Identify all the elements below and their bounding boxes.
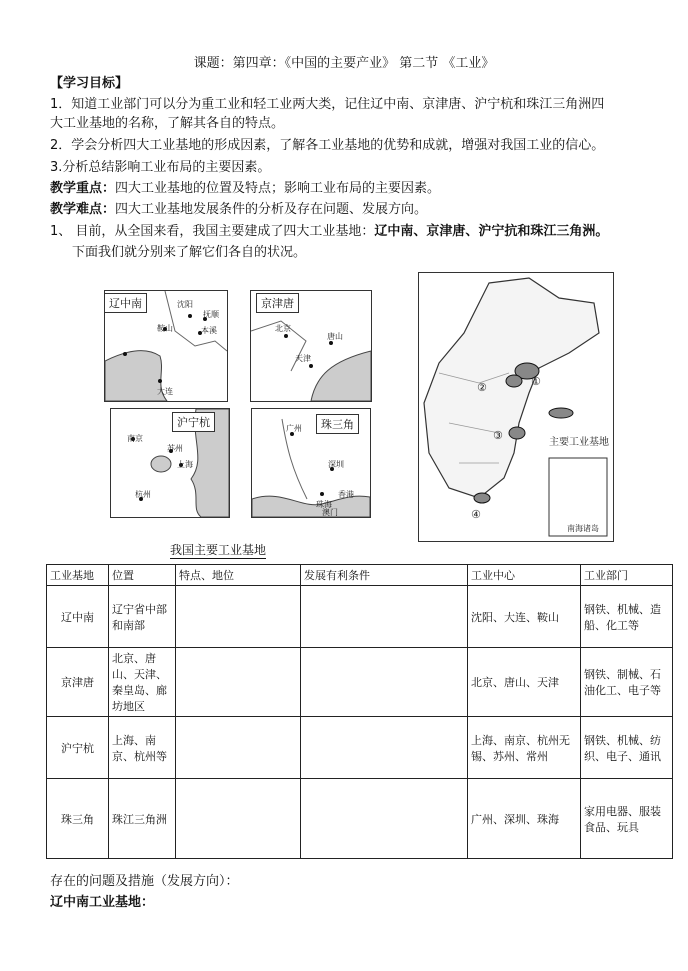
inset-label: 南海诸岛 xyxy=(567,524,599,533)
city-label: 深圳 xyxy=(328,460,344,469)
goal-line-2: 大工业基地的名称，了解其各自的特点。 xyxy=(50,116,285,131)
section-heading: 【学习目标】 xyxy=(50,76,129,91)
location-cell: 北京、唐山、天津、秦皇岛、廊坊地区 xyxy=(109,648,176,717)
marker-3: ③ xyxy=(493,429,503,442)
goal-line-4: 3.分析总结影响工业布局的主要因素。 xyxy=(50,160,271,175)
city-label: 珠海 xyxy=(316,500,332,509)
city-label: 抚顺 xyxy=(203,310,219,319)
city-label: 北京 xyxy=(275,324,291,333)
city-label: 鞍山 xyxy=(157,324,173,333)
legend-label: 主要工业基地 xyxy=(549,437,609,448)
city-label: 天津 xyxy=(295,354,311,363)
city-label: 本溪 xyxy=(201,326,217,335)
city-label: 杭州 xyxy=(135,490,151,499)
sectors-cell: 钢铁、制械、石油化工、电子等 xyxy=(581,648,673,717)
city-label: 澳门 xyxy=(322,508,338,517)
goal-line-1: 1．知道工业部门可以分为重工业和轻工业两大类，记住辽中南、京津唐、沪宁杭和珠江三角洲四 xyxy=(50,97,605,112)
sectors-cell: 钢铁、机械、造船、化工等 xyxy=(581,586,673,648)
city-label: 唐山 xyxy=(327,332,343,341)
centers-cell: 上海、南京、杭州无锡、苏州、常州 xyxy=(468,717,581,779)
map-label-liaozhongnan: 辽中南 xyxy=(104,293,147,313)
conditions-cell xyxy=(301,779,468,859)
key-point-label: 教学重点： xyxy=(50,181,116,196)
base-name-cell: 辽中南 xyxy=(47,586,109,648)
base-name-cell: 京津唐 xyxy=(47,648,109,717)
location-cell: 辽宁省中部和南部 xyxy=(109,586,176,648)
column-header: 工业基地 xyxy=(47,565,109,586)
conditions-cell xyxy=(301,648,468,717)
centers-cell: 沈阳、大连、鞍山 xyxy=(468,586,581,648)
city-label: 香港 xyxy=(338,490,354,499)
location-cell: 珠江三角洲 xyxy=(109,779,176,859)
conditions-cell xyxy=(301,717,468,779)
column-header: 工业中心 xyxy=(468,565,581,586)
table-row xyxy=(47,779,673,859)
column-header: 特点、地位 xyxy=(176,565,301,586)
goal-line-3: 2．学会分析四大工业基地的形成因素，了解各工业基地的优势和成就，增强对我国工业的信心。 xyxy=(50,138,605,153)
difficulty-label: 教学难点： xyxy=(50,202,116,217)
table-row xyxy=(47,586,673,648)
feature-cell xyxy=(176,717,301,779)
feature-cell xyxy=(176,779,301,859)
centers-cell: 广州、深圳、珠海 xyxy=(468,779,581,859)
city-label: 苏州 xyxy=(167,444,183,453)
city-label: 大连 xyxy=(157,387,173,396)
feature-cell xyxy=(176,648,301,717)
footer-liaozhongnan: 辽中南工业基地： xyxy=(50,895,155,910)
base-name-cell: 珠三角 xyxy=(47,779,109,859)
china-outline xyxy=(419,273,613,541)
conditions-cell xyxy=(301,586,468,648)
city-label: 南京 xyxy=(127,434,143,443)
table-row xyxy=(47,648,673,717)
difficulty-text: 四大工业基地发展条件的分析及存在问题、发展方向。 xyxy=(115,202,428,217)
table-header-row xyxy=(47,565,673,586)
map-label-zhusanjiao: 珠三角 xyxy=(316,414,359,434)
location-cell: 上海、南京、杭州等 xyxy=(109,717,176,779)
city-label: 上海 xyxy=(177,460,193,469)
marker-1: ① xyxy=(531,375,541,388)
map-china xyxy=(418,272,614,542)
map-label-jingjintang: 京津唐 xyxy=(256,293,299,313)
column-header: 发展有利条件 xyxy=(301,565,468,586)
footer-problems: 存在的问题及措施（发展方向）： xyxy=(50,874,239,889)
column-header: 工业部门 xyxy=(581,565,673,586)
intro-bases: 辽中南、京津唐、沪宁抗和珠江三角洲。 xyxy=(374,224,609,239)
sectors-cell: 家用电器、服装食品、玩具 xyxy=(581,779,673,859)
industrial-bases-table xyxy=(46,564,673,859)
table-caption: 我国主要工业基地 xyxy=(170,543,267,557)
city-label: 广州 xyxy=(286,424,302,433)
marker-2: ② xyxy=(477,381,487,394)
page-title: 课题：第四章：《中国的主要产业》 第二节 《工业》 xyxy=(193,56,495,71)
city-label: 沈阳 xyxy=(177,300,193,309)
intro-text: 1、 目前，从全国来看，我国主要建成了四大工业基地： xyxy=(50,224,375,239)
base-name-cell: 沪宁杭 xyxy=(47,717,109,779)
intro-line-2: 下面我们就分别来了解它们各自的状况。 xyxy=(72,245,307,260)
map-label-huningzhang: 沪宁杭 xyxy=(172,412,215,432)
centers-cell: 北京、唐山、天津 xyxy=(468,648,581,717)
marker-4: ④ xyxy=(471,508,481,521)
intro-line-1 xyxy=(50,222,608,241)
column-header: 位置 xyxy=(109,565,176,586)
difficulty-line xyxy=(50,200,427,219)
table-row xyxy=(47,717,673,779)
sectors-cell: 钢铁、机械、纺织、电子、通讯 xyxy=(581,717,673,779)
key-point-text: 四大工业基地的位置及特点；影响工业布局的主要因素。 xyxy=(115,181,441,196)
key-point-line xyxy=(50,179,440,198)
feature-cell xyxy=(176,586,301,648)
